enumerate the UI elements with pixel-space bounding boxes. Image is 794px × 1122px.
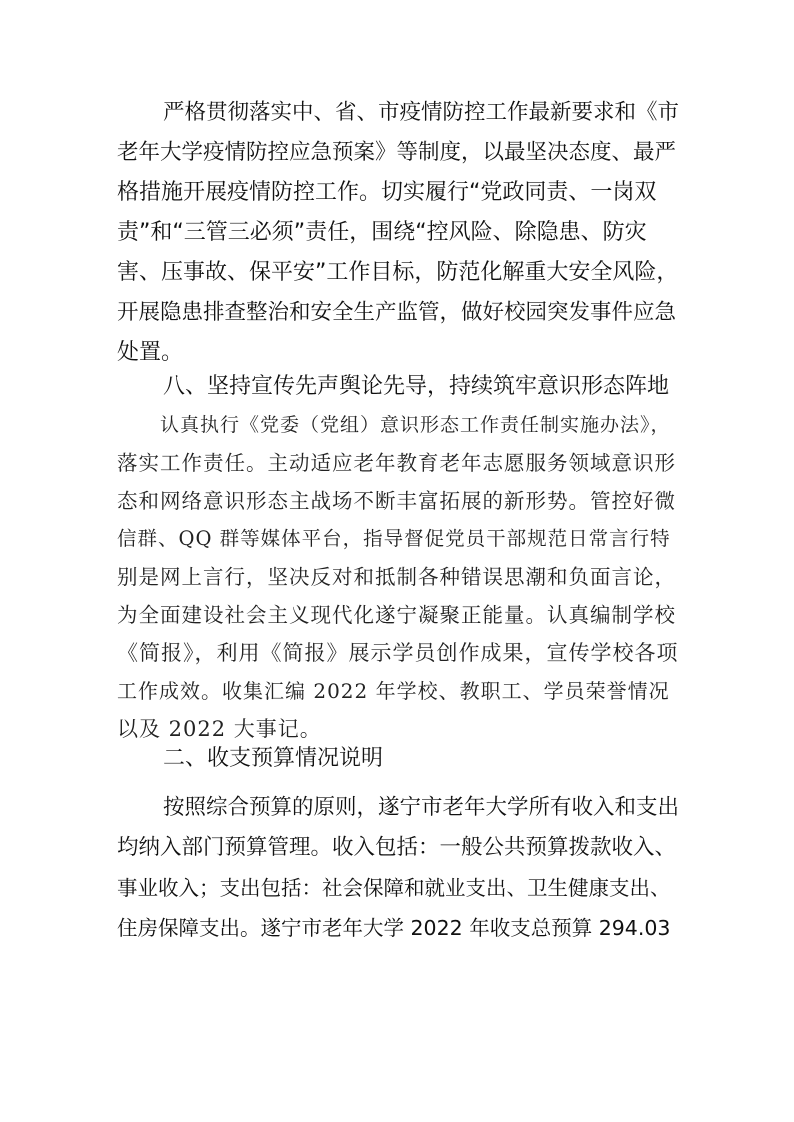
paragraph-line: 为全面建设社会主义现代化遂宁凝聚正能量。认真编制学校: [117, 603, 676, 627]
paragraph-line: 害、压事故、保平安”工作目标，防范化解重大安全风险，: [117, 260, 679, 285]
paragraph-line: 落实工作责任。主动适应老年教育老年志愿服务领域意识形: [117, 451, 676, 475]
paragraph-line: 开展隐患排查整治和安全生产监管，做好校园突发事件应急: [117, 300, 677, 325]
paragraph-line: 按照综合预算的原则，遂宁市老年大学所有收入和支出: [163, 795, 680, 820]
part-heading: 二、收支预算情况说明: [163, 746, 384, 771]
paragraph-line: 以及 2022 大事记。: [117, 717, 322, 741]
paragraph-line: 事业收入；支出包括：社会保障和就业支出、卫生健康支出、: [117, 876, 671, 900]
paragraph-line: 均纳入部门预算管理。收入包括：一般公共预算拨款收入、: [117, 835, 677, 860]
paragraph-line: 老年大学疫情防控应急预案》等制度，以最坚决态度、最严: [117, 140, 677, 165]
paragraph-line: 处置。: [117, 340, 184, 365]
paragraph-line: 《简报》，利用《简报》展示学员创作成果，宣传学校各项: [117, 641, 679, 665]
paragraph-line: 信群、QQ 群等媒体平台，指导督促党员干部规范日常言行特: [117, 527, 671, 550]
paragraph-line: 工作成效。收集汇编 2022 年学校、教职工、学员荣誉情况: [117, 679, 670, 703]
paragraph-line: 格措施开展疫情防控工作。切实履行“党政同责、一岗双: [117, 180, 657, 205]
section-heading: 八、坚持宣传先声舆论先导，持续筑牢意识形态阵地: [163, 374, 670, 399]
paragraph-line: 别是网上言行，坚决反对和抵制各种错误思潮和负面言论，: [117, 565, 676, 589]
paragraph-line: 认真执行《党委（党组）意识形态工作责任制实施办法》，: [160, 414, 671, 436]
paragraph-line: 严格贯彻落实中、省、市疫情防控工作最新要求和《市: [163, 100, 680, 125]
paragraph-line: 态和网络意识形态主战场不断丰富拓展的新形势。管控好微: [117, 489, 676, 513]
paragraph-line: 住房保障支出。遂宁市老年大学 2022 年收支总预算 294.03: [117, 916, 671, 940]
paragraph-line: 责”和“三管三必须”责任，围绕“控风险、除隐患、防灾: [117, 220, 647, 245]
